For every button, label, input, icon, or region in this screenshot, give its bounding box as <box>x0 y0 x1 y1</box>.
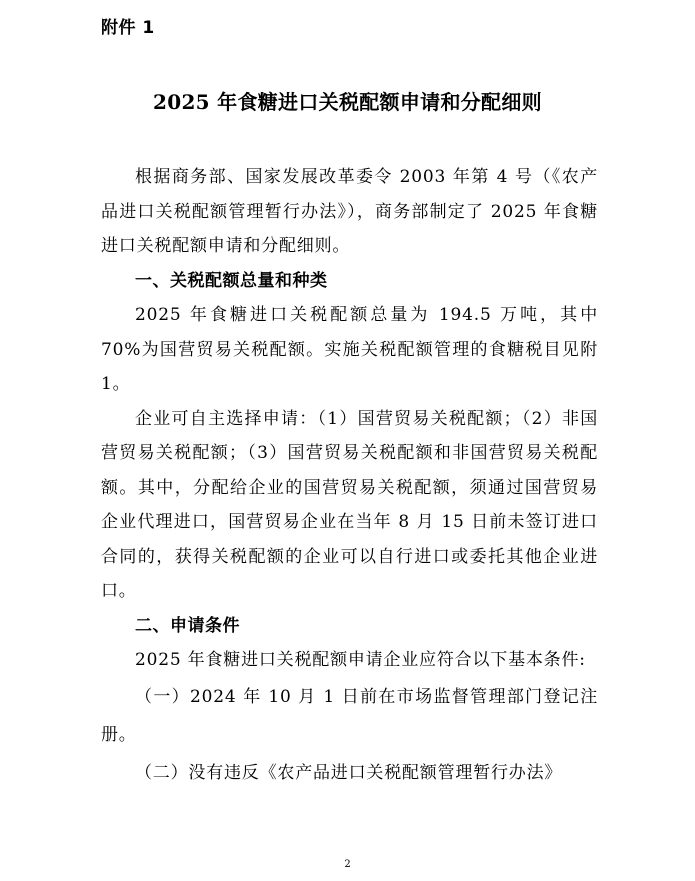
page-number: 2 <box>344 859 351 870</box>
document-title: 2025 年食糖进口关税配额申请和分配细则 <box>153 90 542 114</box>
section-2-paragraph-1: 2025 年食糖进口关税配额申请企业应符合以下基本条件: <box>135 650 586 670</box>
section-1-heading: 一、关税配额总量和种类 <box>135 270 328 291</box>
section-2-item-1: （一）2024 年 10 月 1 日前在市场监督管理部门登记注册。 <box>101 686 598 745</box>
section-2-item-2: （二）没有违反《农产品进口关税配额管理暂行办法》 <box>135 762 563 783</box>
section-1-paragraph-1: 2025 年食糖进口关税配额总量为 194.5 万吨，其中 70%为国营贸易关税配额。实施关税配额管理的食糖税目见附 1。 <box>101 305 598 394</box>
section-2-heading: 二、申请条件 <box>135 615 240 636</box>
intro-paragraph: 根据商务部、国家发展改革委令 2003 年第 4 号（《农产品进口关税配额管理暂行办法》），商务部制定了 2025 年食糖进口关税配额申请和分配细则。 <box>101 167 598 256</box>
section-1-paragraph-2: 企业可自主选择申请：（1）国营贸易关税配额；（2）非国营贸易关税配额；（3）国营贸易关税配额和非国营贸易关税配额。其中，分配给企业的国营贸易关税配额，须通过国营贸易企业代理进口，国营贸易企业在当年 8 月 15 日前未签订进口合同的，获得关税配额的企业可以自行进口或委托其他企业进口。 <box>101 408 598 601</box>
document-body <box>101 160 598 792</box>
annex-label: 附件 1 <box>101 18 155 38</box>
